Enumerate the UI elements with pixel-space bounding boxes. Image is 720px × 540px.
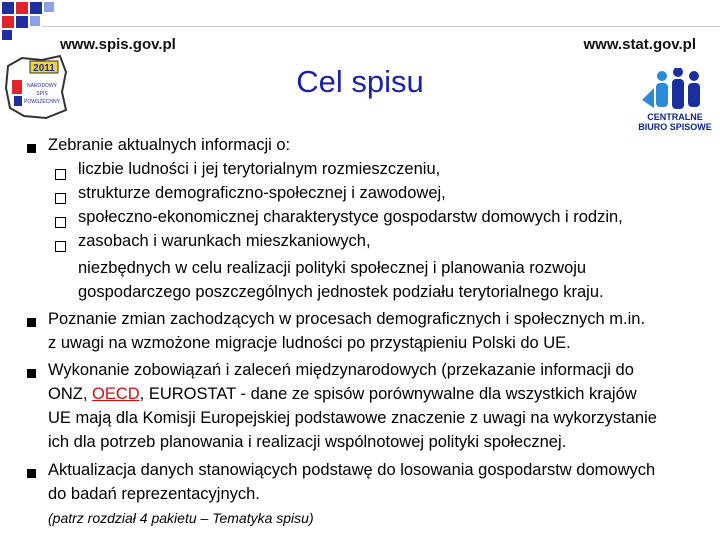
logo-caption: BIURO SPISOWE <box>638 122 712 132</box>
checkbox-bullet-icon <box>55 217 66 228</box>
bullet-text: Zebranie aktualnych informacji o: <box>48 136 291 154</box>
logo-caption: CENTRALNE <box>647 112 703 122</box>
square-decor <box>16 2 28 14</box>
text-span: , EUROSTAT - dane ze spisów porównywalne dla wszystkich krajów <box>139 385 637 403</box>
square-decor <box>30 16 40 26</box>
sub-bullet-text: zasobach i warunkach mieszkaniowych, <box>78 232 371 250</box>
square-decor <box>44 2 54 12</box>
bullet-text: do badań reprezentacyjnych. <box>48 485 260 503</box>
bullet-text: Poznanie zmian zachodzących w procesach demograficznych i społecznych m.in. <box>48 310 646 328</box>
bullet-text: z uwagi na wzmożone migracje ludności po przystąpieniu Polski do UE. <box>48 334 571 352</box>
svg-text:POWSZECHNY: POWSZECHNY <box>24 99 60 105</box>
square-decor <box>16 16 28 28</box>
square-decor <box>2 30 12 40</box>
square-decor <box>2 2 14 14</box>
sub-bullet-text: strukturze demograficzno-społecznej i zawodowej, <box>78 184 446 202</box>
page-title: Cel spisu <box>296 64 424 99</box>
header-divider <box>42 26 720 27</box>
bullet-text: Wykonanie zobowiązań i zaleceń międzynarodowych (przekazanie informacji do <box>48 361 634 379</box>
checkbox-bullet-icon <box>55 193 66 204</box>
bullet-icon <box>27 469 36 478</box>
checkbox-bullet-icon <box>55 169 66 180</box>
svg-text:NARODOWY: NARODOWY <box>27 83 57 89</box>
bullet-text: UE mają dla Komisji Europejskiej podstawowe znaczenie z uwagi na wykorzystanie <box>48 409 657 427</box>
bullet-text: Aktualizacja danych stanowiących podstawę do losowania gospodarstw domowych <box>48 461 656 479</box>
bullet-text-line <box>48 382 637 406</box>
bullet-text: ich dla potrzeb planowania i realizacji wspólnotowej polityki społecznej. <box>48 433 567 451</box>
text-span: ONZ, <box>48 385 92 403</box>
continuation-text: gospodarczego poszczególnych jednostek podziału terytorialnego kraju. <box>78 283 604 301</box>
url-stat[interactable]: www.stat.gov.pl <box>583 36 696 53</box>
oecd-link[interactable]: OECD <box>92 385 140 403</box>
continuation-text: niezbędnych w celu realizacji polityki społecznej i planowania rozwoju <box>78 259 587 277</box>
footnote: (patrz rozdział 4 pakietu – Tematyka spisu) <box>48 510 314 526</box>
sub-bullet-text: liczbie ludności i jej terytorialnym rozmieszczeniu, <box>78 160 441 178</box>
svg-text:SPIS: SPIS <box>36 91 48 97</box>
census-logo <box>2 52 70 124</box>
svg-text:2011: 2011 <box>33 63 55 74</box>
bullet-icon <box>27 369 36 378</box>
square-decor <box>30 2 42 14</box>
sub-bullet-text: społeczno-ekonomicznej charakterystyce gospodarstw domowych i rodzin, <box>78 208 623 226</box>
checkbox-bullet-icon <box>55 241 66 252</box>
square-decor <box>2 16 14 28</box>
cbs-logo <box>632 68 718 136</box>
url-spis[interactable]: www.spis.gov.pl <box>60 36 176 53</box>
bullet-icon <box>27 318 36 327</box>
bullet-icon <box>27 144 36 153</box>
